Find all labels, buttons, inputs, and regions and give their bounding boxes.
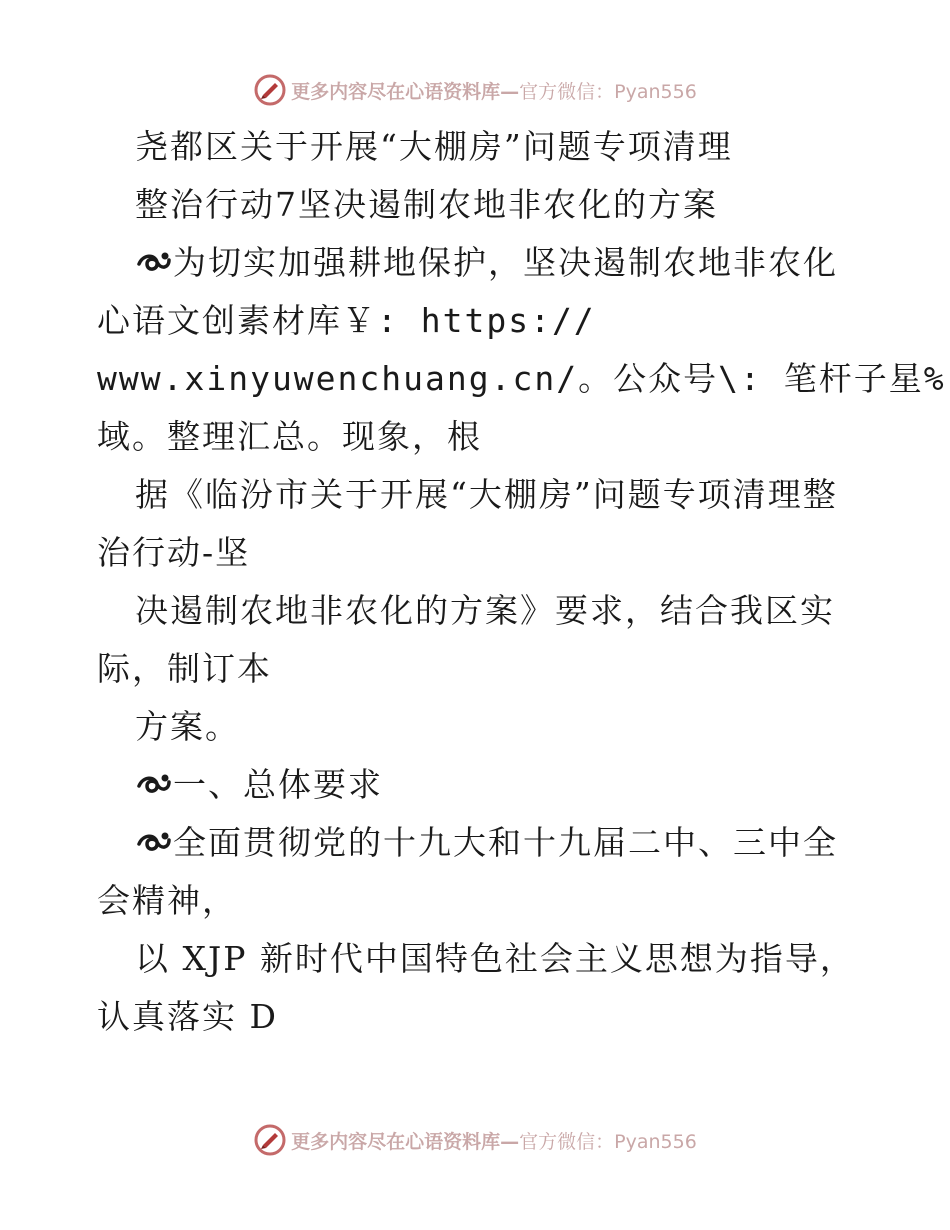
banner-title: 更多内容尽在心语资料库—	[291, 1130, 520, 1153]
text-line	[97, 872, 897, 930]
text-line	[97, 292, 897, 350]
swirl-bullet-icon	[135, 828, 173, 858]
text-line	[97, 176, 897, 234]
banner-text	[291, 77, 697, 104]
text-line	[97, 524, 897, 582]
banner-text	[291, 1127, 697, 1154]
banner-title: 更多内容尽在心语资料库—	[291, 80, 520, 103]
banner-wechat: 官方微信：Pyan556	[519, 80, 697, 103]
brand-logo-icon	[253, 1123, 287, 1157]
text-line	[97, 234, 897, 292]
text-line	[97, 640, 897, 698]
line-text: 会精神，	[97, 881, 237, 920]
brand-logo-icon	[253, 73, 287, 107]
swirl-bullet-icon	[135, 770, 173, 800]
text-line	[97, 698, 897, 756]
footer-banner	[0, 1120, 950, 1160]
text-line	[97, 814, 897, 872]
line-text: 以 XJP 新时代中国特色社会主义思想为指导，	[135, 939, 855, 978]
line-text: 决遏制农地非农化的方案》要求，结合我区实	[135, 591, 835, 630]
line-text: 治行动-坚	[97, 533, 251, 572]
line-text: 整治行动7坚决遏制农地非农化的方案	[135, 185, 718, 224]
text-line	[97, 466, 897, 524]
line-text: 际，制订本	[97, 649, 272, 688]
line-text: 全面贯彻党的十九大和十九届二中、三中全	[173, 823, 838, 862]
banner-wechat: 官方微信：Pyan556	[519, 1130, 697, 1153]
text-line	[97, 988, 897, 1046]
line-text: 域。整理汇总。现象，根	[97, 417, 482, 456]
text-line	[97, 350, 946, 408]
header-banner	[0, 70, 950, 110]
line-text: 一、总体要求	[173, 765, 383, 804]
line-text: 据《临汾市关于开展“大棚房”问题专项清理整	[135, 475, 838, 514]
document-body	[97, 118, 946, 1046]
text-line	[97, 118, 897, 176]
swirl-bullet-icon	[135, 248, 173, 278]
line-text: 方案。	[135, 707, 240, 746]
text-line	[97, 408, 897, 466]
line-text: 尧都区关于开展“大棚房”问题专项清理	[135, 127, 733, 166]
line-text: 为切实加强耕地保护，坚决遏制农地非农化	[173, 243, 838, 282]
line-text: 心语文创素材库￥: https://	[97, 301, 596, 340]
text-line	[97, 756, 897, 814]
line-text: www.xinyuwenchuang.cn/。公众号\: 笔杆子星%	[97, 359, 946, 398]
text-line	[97, 582, 897, 640]
line-text: 认真落实 D	[97, 997, 278, 1036]
text-line	[97, 930, 897, 988]
